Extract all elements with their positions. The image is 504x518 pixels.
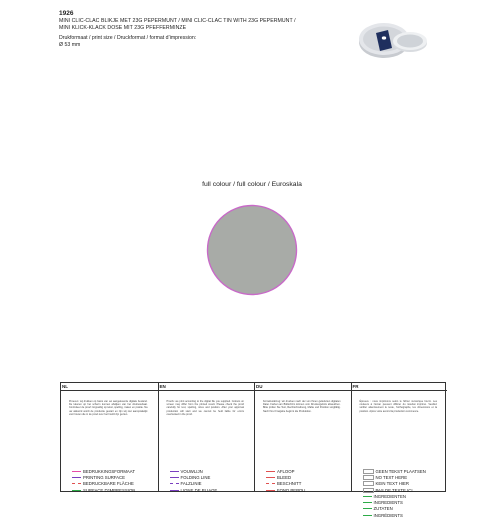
product-header [59,10,359,48]
legend-swatch [72,471,81,472]
legend-key-label: ZUTATEN [373,506,393,512]
legend-key-label: INGREDIENTS [373,500,403,506]
legend-key [72,487,156,493]
legend-swatch [363,488,374,493]
legend-swatch [363,481,374,486]
diameter-value: Ø 53 mm [59,41,81,48]
legend-swatch [266,490,275,491]
legend-key-label: INGRÉDIENTS [373,512,403,518]
legend-key [363,512,447,518]
legend-swatch [363,502,372,503]
legend-swatch [363,475,374,480]
legend-column-fr [351,383,448,518]
language-code: EN [159,384,166,389]
product-title-line: MINI KLICK-KLACK DOSE MIT 23G PFEFFERMINZE [59,24,187,31]
legend-swatch [363,508,372,509]
legend-keys [266,468,350,493]
language-code: NL [62,384,68,389]
legend-keys [170,468,254,493]
colour-label: full colour / full colour / Euroskala [202,181,302,188]
legend-swatch [266,483,275,484]
proof-text: Korrekturabzug: wir drucken nach der von Ihnen gelieferten digitalen Datei. Farben am Bildschirm können vom Druckergebnis abweichen. Bitte prüfen Sie Text, Rechtschreibung, Maße und Position sorgfältig. Nach Ihrer Freigabe beginnt die Produktion. [263,400,341,413]
legend-key-label: BLEED [277,474,292,480]
legend-swatch [363,496,372,497]
product-code: 1926 [59,10,74,17]
print-size-label: Drukformaat / print size / Druckformat / format d’impression: [59,35,197,42]
legend-swatch [266,477,275,478]
legend-column-du [254,383,351,491]
legend-key-label: PRINTING SURFACE [83,474,126,480]
legend-key-label: PAS DE TEXTE ICI [375,487,413,493]
legend-swatch [170,471,179,472]
proof-text: Proeven: wij drukken op basis van uw aangeleverde digitale bestand. De kleuren op het scherm kunnen afwijken van het drukresultaat. Controleer de proef zorgvuldig op tekst, spelling, maten en positie. Na uw akkoord wordt de productie gestart en zijn wij niet aansprakelijk voor fouten die in de proef over het hoofd zijn gezien. [69,400,148,416]
legend-key-label: FALZLINIE [180,481,202,487]
legend-column-nl [61,383,158,491]
proof-text: Épreuve : nous imprimons selon le fichier numérique fourni. Les couleurs à l'écran peuvent différer du résultat imprimé. Veuillez vérifier attentivement le texte, l'orthographe, les dimensions et la position. Après votre accord la production commence. [359,400,437,413]
legend-key-label: BESCHNITT [277,481,302,487]
legend-key-label: BEDRUKKINGSFORMAAT [83,468,135,474]
legend-column-en [158,383,255,491]
legend-swatch [72,490,81,491]
legend-keys [72,468,156,493]
language-code: DU [256,384,263,389]
legend-key-label: AFLOOP [277,468,295,474]
legend-key-label: FOLDING LINE [180,474,211,480]
product-title-line: MINI CLIC-CLAC BLIKJE MET 23G PEPERMUNT / MINI CLIC-CLAC TIN WITH 23G PEPERMUNT / [59,18,296,24]
legend-key-label: SURFACE D'IMPRESSION [83,487,136,493]
legend-swatch [266,471,275,472]
legend-key-label: VOUWLIJN [180,468,203,474]
legend-box [60,382,446,518]
legend-key [170,487,254,493]
legend-swatch [170,490,179,491]
legend-swatch [363,515,372,516]
legend-swatch [170,483,179,484]
legend-swatch [72,483,81,484]
legend-key-label: KEIN TEXT HIER [375,481,410,487]
legend-key-label: LIGNE DE PLIAGE [180,487,218,493]
product-photo [352,8,432,64]
legend-keys [363,468,447,518]
language-code: FR [352,384,359,389]
legend-key-label: NO TEXT HERE [375,474,408,480]
print-area-circle [206,204,298,296]
legend-swatch [72,477,81,478]
proof-text: Proofs: we print according to the digital file you supplied. Colours on screen may differ from the printed result. Please check the proof carefully for text, spelling, sizes and position. After your approval production will start and we cannot be held liable for errors overlooked in the proof. [166,400,244,416]
legend-key-label: FOND PERDU [277,487,306,493]
legend-key [266,487,350,493]
legend-key-label: GEEN TEKST PLAATSEN [375,468,426,474]
legend-swatch [363,469,374,474]
legend-key-label: BEDRUCKBARE FLÄCHE [83,481,134,487]
legend-key-label: INGREDIENTEN [373,493,406,499]
legend-swatch [170,477,179,478]
